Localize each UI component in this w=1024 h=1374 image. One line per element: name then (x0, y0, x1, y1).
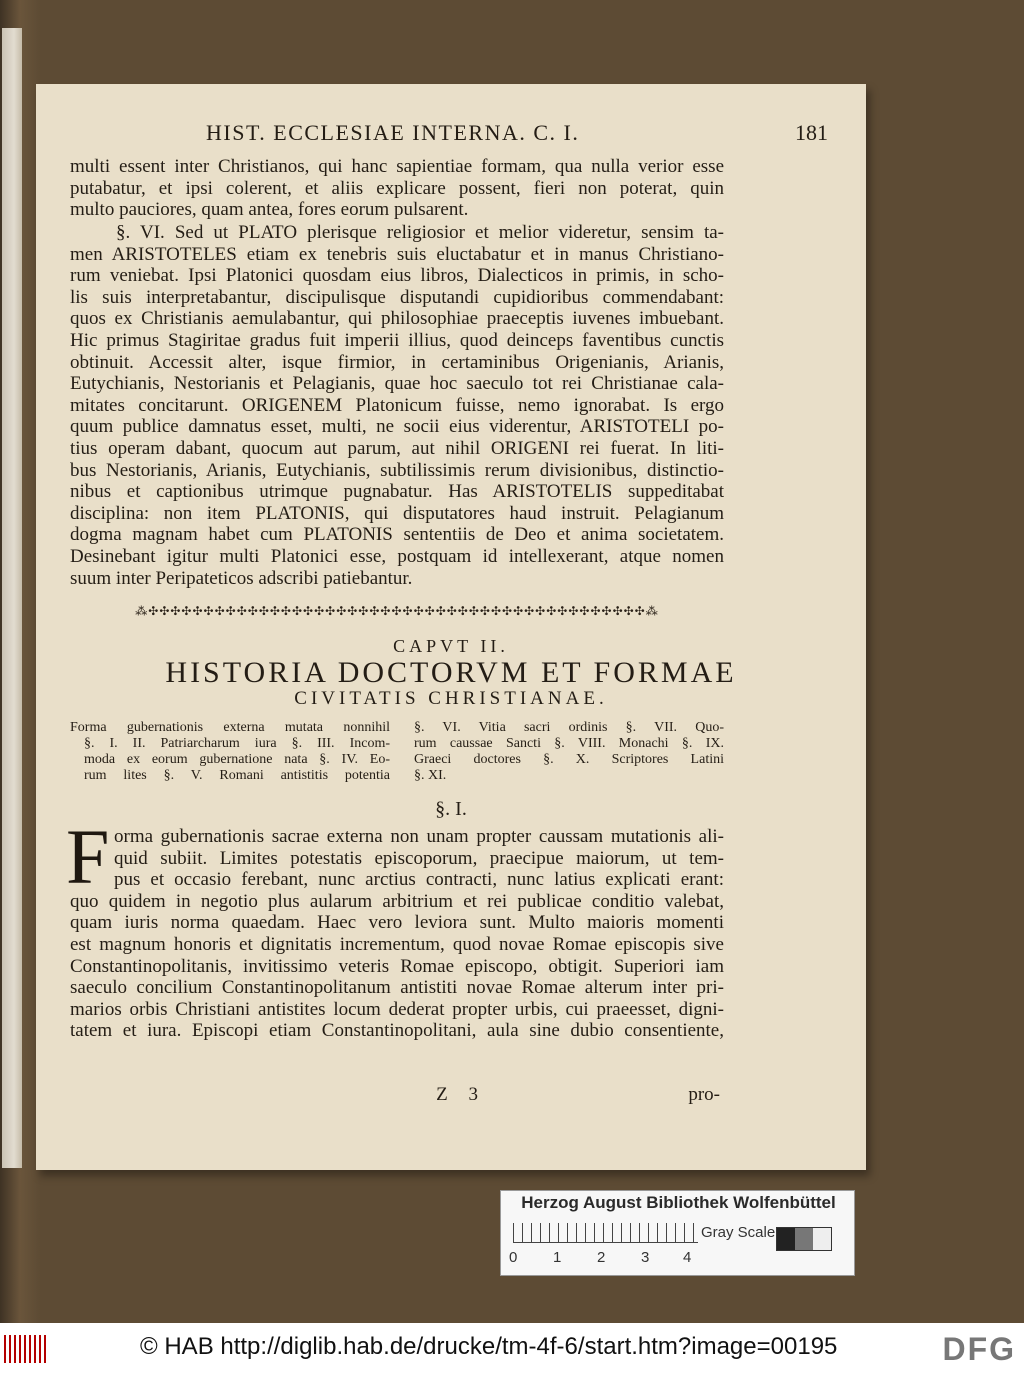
hab-logo-icon (4, 1335, 48, 1363)
footer-bar (0, 1323, 1024, 1374)
text-line: tatem et iura. Episcopi etiam Constantinopolitani, aula sine dubio consentiente, (70, 1020, 724, 1042)
text-line: multo pauciores, quam antea, fores eorum pulsarent. (70, 199, 469, 221)
text-line: men ARISTOTELES etiam ex tenebris suis eluctabatur et in manus Christiano- (70, 243, 724, 265)
ruler-number: 1 (553, 1249, 562, 1266)
summary-line: rum lites §. V. Romani antistitis potentia (84, 768, 390, 783)
text-line: saeculo concilium Constantinopolitanum antistiti novae Romae alterum inter pri- (70, 977, 724, 999)
chapter-summary-left (70, 720, 390, 784)
chapter-summary-right (414, 720, 724, 784)
chapter-title: HISTORIA DOCTORVM ET FORMAE (165, 656, 737, 689)
chapter-number: CAPVT II. (393, 636, 509, 656)
text-line: putabatur, et ipsi colerent, et aliis explicare possent, fieri non poterat, quin (70, 177, 724, 199)
summary-line: Graeci doctores §. X. Scriptores Latini (414, 752, 724, 767)
text-line: quid subiit. Limites potestatis episcoporum, praecipue maiorum, ut tem- (114, 847, 724, 869)
grayscale-swatch (776, 1227, 832, 1251)
text-line: Desinebant igitur multi Platonici esse, postquam id intellexerant, atque nomen (70, 545, 724, 567)
page-number: 181 (795, 120, 828, 145)
swatch-gray (795, 1228, 813, 1250)
permalink-link[interactable]: © HAB http://diglib.hab.de/drucke/tm-4f-6/start.htm?image=00195 (140, 1333, 838, 1360)
chapter-subtitle: CIVITATIS CHRISTIANAE. (294, 688, 608, 709)
text-line: dogma magnam habet cum PLATONIS sententiis de Deo et anima societatem. (70, 524, 724, 546)
top-paragraph (70, 156, 724, 221)
text-line: quam iuris norma quaedam. Haec vero leviora sunt. Multo maioris momenti (70, 912, 724, 934)
ruler-number: 0 (509, 1249, 518, 1266)
ruler-number: 4 (683, 1249, 692, 1266)
text-line: lis suis interpretabantur, discipulisque disputandi cupidioribus commendabant: (70, 286, 724, 308)
text-line: Constantinopolitanis, invitissimo veteris Romae episcopo, obtigit. Superiori iam (70, 955, 724, 977)
book-page (36, 84, 866, 1170)
text-line: mitates concitarunt. ORIGENEM Platonicum fuisse, nemo ignorabat. Is ergo (70, 394, 724, 416)
text-line: tius operam dabant, quocum aut parum, aut nihil ORIGENI rei fuerat. In liti- (70, 437, 724, 459)
text-line: suum inter Peripateticos adscribi patiebantur. (70, 567, 413, 589)
previous-page-edge (2, 28, 22, 1168)
drop-cap-initial: F (66, 813, 110, 900)
text-line: rum veniebat. Ipsi Platonici quosdam eius libros, Dialecticos in primis, in scho- (70, 265, 724, 287)
ornamental-divider: ⁂✣✣✣✣✣✣✣✣✣✣✣✣✣✣✣✣✣✣✣✣✣✣✣✣✣✣✣✣✣✣✣✣✣✣✣✣✣✣✣✣✣✣✣✣✣⁂ (135, 604, 659, 618)
library-name: Herzog August Bibliothek Wolfenbüttel (521, 1193, 836, 1212)
swatch-white (813, 1228, 831, 1250)
text-line: multi essent inter Christianos, qui hanc sapientiae formam, qua nulla verior esse (70, 156, 724, 177)
text-line: Hic primus Stagiritae gradus fuit imperii illius, quod deinceps faventibus cunctis (70, 329, 724, 351)
ruler-scale (513, 1223, 698, 1243)
section-i-paragraph (70, 826, 724, 1042)
text-line: orma gubernationis sacrae externa non unam propter caussam mutationis ali- (114, 826, 724, 847)
signature-mark: Z 3 (436, 1084, 486, 1105)
text-line: obtinuit. Accessit alter, isque firmior, in certaminibus Origenianis, Arianis, (70, 351, 724, 373)
dfg-logo: DFG (942, 1331, 1016, 1367)
summary-line: Forma gubernationis externa mutata nonnihil (70, 720, 390, 735)
text-line: marios orbis Christiani antistites locum dederat propter urbis, cui praeesset, digni- (70, 998, 724, 1020)
grayscale-label: Gray Scale (701, 1224, 776, 1241)
text-line: bus Nestorianis, Arianis, Eutychianis, subtilissimis rerum divisionibus, distinctio- (70, 459, 724, 481)
text-line: quo quidem in negotio plus aularum arbitrium et rei publicae conditio valebat, (70, 890, 724, 912)
summary-line: rum caussae Sancti §. VIII. Monachi §. IX. (414, 736, 724, 751)
text-line: nibus et captionibus utrimque pugnabatur. Has ARISTOTELIS suppeditabat (70, 481, 724, 503)
ruler-number: 2 (597, 1249, 606, 1266)
summary-line: §. VI. Vitia sacri ordinis §. VII. Quo- (414, 720, 724, 735)
text-line: disciplina: non item PLATONIS, qui disputatores haud instruit. Pelagianum (70, 502, 724, 524)
summary-line: §. I. II. Patriarcharum iura §. III. Incom- (84, 736, 390, 751)
summary-line: §. XI. (414, 768, 447, 783)
text-line: quum publice damnatus esset, multi, ne socii eius viderentur, ARISTOTELI po- (70, 416, 724, 438)
swatch-black (777, 1228, 795, 1250)
text-line: est magnum honoris et dignitatis incrementum, quod novae Romae episcopis sive (70, 933, 724, 955)
section-vi-paragraph (70, 222, 724, 589)
text-line: §. VI. Sed ut PLATO plerisque religiosior et melior videretur, sensim ta- (116, 222, 724, 243)
summary-line: moda ex eorum gubernatione nata §. IV. Eo- (84, 752, 390, 767)
running-head: HIST. ECCLESIAE INTERNA. C. I. (206, 120, 580, 145)
section-heading: §. I. (435, 798, 467, 820)
ruler-number: 3 (641, 1249, 650, 1266)
library-scale-card (500, 1190, 855, 1276)
text-line: quos ex Christianis aemulabantur, qui philosophiae praeceptis iuvenes imbuebant. (70, 308, 724, 330)
catchword: pro- (688, 1084, 720, 1105)
text-line: Eutychianis, Nestorianis et Pelagianis, quae hoc saeculo tot rei Christianae cala- (70, 373, 724, 395)
text-line: pus et occasio ferebant, nunc arctius contracti, nunc latius explicati erant: (114, 869, 724, 891)
